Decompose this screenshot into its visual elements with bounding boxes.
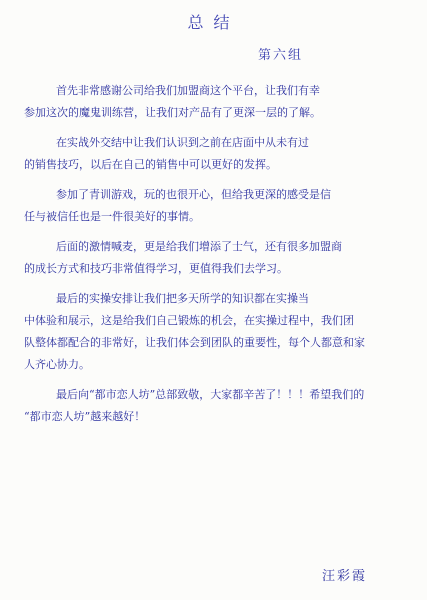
paragraph-line: “都市恋人坊”越来越好！ xyxy=(24,410,146,423)
paragraph-3 xyxy=(24,184,403,228)
paragraph-line: 任与被信任也是一件很美好的事情。 xyxy=(24,210,200,223)
paragraph-line: 最后向“都市恋人坊”总部致敬，大家都辛苦了！！！希望我们的 xyxy=(56,388,365,401)
paragraph-line: 参加这次的魔鬼训练营，让我们对产品有了更深一层的了解。 xyxy=(24,106,321,119)
paragraph-line: 参加了青训游戏，玩的也很开心，但给我更深的感受是信 xyxy=(56,188,331,201)
paragraph-line: 首先非常感谢公司给我们加盟商这个平台，让我们有幸 xyxy=(56,84,320,97)
paragraph-line: 队整体都配合的非常好，让我们体会到团队的重要性，每个人都意和家 xyxy=(24,336,365,349)
paragraph-line: 最后的实操安排让我们把多天所学的知识都在实操当 xyxy=(56,292,309,305)
paragraph-4 xyxy=(24,236,403,280)
signature: 汪彩霞 xyxy=(321,569,367,584)
paragraph-6 xyxy=(24,384,403,428)
paragraph-5 xyxy=(24,288,403,376)
document-body xyxy=(24,80,403,436)
paragraph-line: 在实战外交结中让我们认识到之前在店面中从未有过 xyxy=(56,136,309,149)
paragraph-2 xyxy=(24,132,403,176)
document-title: 总结 xyxy=(187,13,240,32)
paragraph-line: 的销售技巧，以后在自己的销售中可以更好的发挥。 xyxy=(24,158,277,171)
paragraph-1 xyxy=(24,80,403,124)
paragraph-line: 中体验和展示，这是给我们自己锻炼的机会，在实操过程中，我们团 xyxy=(24,314,354,327)
paragraph-line: 人齐心协力。 xyxy=(24,358,90,371)
group-label: 第六组 xyxy=(258,48,304,63)
paragraph-line: 后面的激情喊麦，更是给我们增添了士气，还有很多加盟商 xyxy=(56,240,342,253)
paragraph-line: 的成长方式和技巧非常值得学习，更值得我们去学习。 xyxy=(24,262,288,275)
